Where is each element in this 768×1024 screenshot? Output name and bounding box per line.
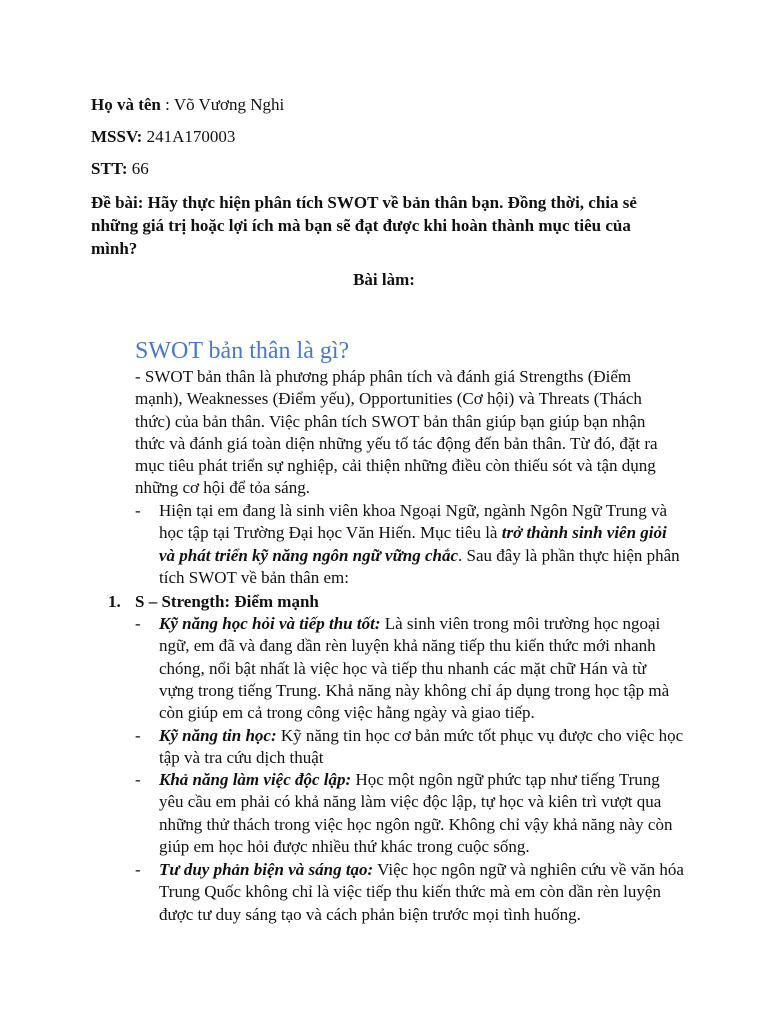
bullet-dash: -	[135, 770, 141, 789]
strength-term: Tư duy phản biện và sáng tạo:	[159, 860, 374, 879]
strength-item-text	[159, 725, 685, 770]
strength-description: Học một ngôn ngữ phức tạp như tiếng Trung yêu cầu em phải có khả năng làm việc độc lập, tự học và kiên trì vượt qua những thử thách trong việc học ngôn ngữ. Không chỉ vậy khả năng này còn giúp em học hỏi được nhiều thứ khác trong cuộc sống.	[159, 770, 673, 856]
strength-term: Kỹ năng học hỏi và tiếp thu tốt:	[159, 614, 381, 633]
strength-item	[135, 769, 685, 858]
section-title: S – Strength: Điểm mạnh	[135, 592, 319, 611]
strength-item-text	[159, 859, 685, 926]
strength-item	[135, 613, 685, 724]
name-value: Võ Vương Nghi	[173, 95, 285, 114]
strength-item	[135, 725, 685, 770]
section-strength-heading	[108, 591, 319, 613]
strength-description: Là sinh viên trong môi trường học ngoại ngữ, em đã và đang dần rèn luyện khả năng tiếp thu kiến thức mới nhanh chóng, nổi bật nhất là việc học và tiếp thu nhanh các mặt chữ Hán và từ vựng trong tiếng Trung. Khả năng này không chỉ áp dụng trong học tập mà còn giúp em cả trong công việc hằng ngày và giao tiếp.	[159, 614, 670, 723]
strength-description: Việc học ngôn ngữ và nghiên cứu về văn hóa Trung Quốc không chỉ là việc tiếp thu kiến thức mà em còn dần rèn luyện được tư duy sáng tạo và cách phản biện trước mọi tình huống.	[159, 860, 684, 924]
student-name-line	[91, 94, 284, 116]
bullet-dash: -	[135, 860, 141, 879]
bullet-dash: -	[135, 614, 141, 633]
mssv-label: MSSV:	[91, 127, 143, 146]
swot-section-title: SWOT bản thân là gì?	[135, 338, 350, 364]
current-status-text-before: Hiện tại em đang là sinh viên khoa Ngoại Ngữ, ngành Ngôn Ngữ Trung và học tập tại Trường Đại học Văn Hiến. Mục tiêu là	[159, 501, 668, 543]
current-status-item	[135, 500, 685, 589]
section-number: 1.	[108, 592, 121, 611]
current-status-emphasis: trở thành sinh viên giỏi và phát triển kỹ năng ngôn ngữ vững chắc	[159, 523, 667, 565]
student-id-line	[91, 126, 235, 148]
strength-item	[135, 859, 685, 926]
strength-item-text	[159, 769, 685, 858]
current-status-text-after: . Sau đây là phần thực hiện phân tích SWOT về bản thân em:	[159, 545, 680, 587]
bullet-dash: -	[135, 501, 141, 520]
intro-paragraph: - SWOT bản thân là phương pháp phân tích và đánh giá Strengths (Điểm mạnh), Weaknesses (Điểm yếu), Opportunities (Cơ hội) và Threats (Thách thức) của bản thân. Việc phân tích SWOT bản thân giúp bạn giúp bạn nhận thức và đánh giá toàn diện những yếu tố tác động đến bản thân. Từ đó, đặt ra mục tiêu phát triển sự nghiệp, cải thiện những điều còn thiếu sót và tận dụng những cơ hội để tỏa sáng.	[135, 367, 658, 498]
strength-description: Kỹ năng tin học cơ bản mức tốt phục vụ được cho việc học tập và tra cứu dịch thuật	[159, 726, 684, 768]
bullet-dash: -	[135, 726, 141, 745]
mssv-value: 241A170003	[142, 127, 236, 146]
stt-label: STT:	[91, 159, 128, 178]
stt-line	[91, 158, 149, 180]
name-label: Họ và tên	[91, 95, 161, 114]
strength-term: Kỹ năng tin học:	[159, 726, 277, 745]
assignment-prompt: Đề bài: Hãy thực hiện phân tích SWOT về bản thân bạn. Đồng thời, chia sẻ những giá trị hoặc lợi ích mà bạn sẽ đạt được khi hoàn thành mục tiêu của mình?	[91, 193, 637, 258]
name-separator: :	[160, 95, 174, 114]
strength-term: Khả năng làm việc độc lập:	[159, 770, 352, 789]
answer-heading: Bài làm:	[353, 270, 415, 289]
stt-value: 66	[127, 159, 149, 178]
strength-item-text	[159, 613, 685, 724]
current-status-text	[159, 500, 685, 589]
